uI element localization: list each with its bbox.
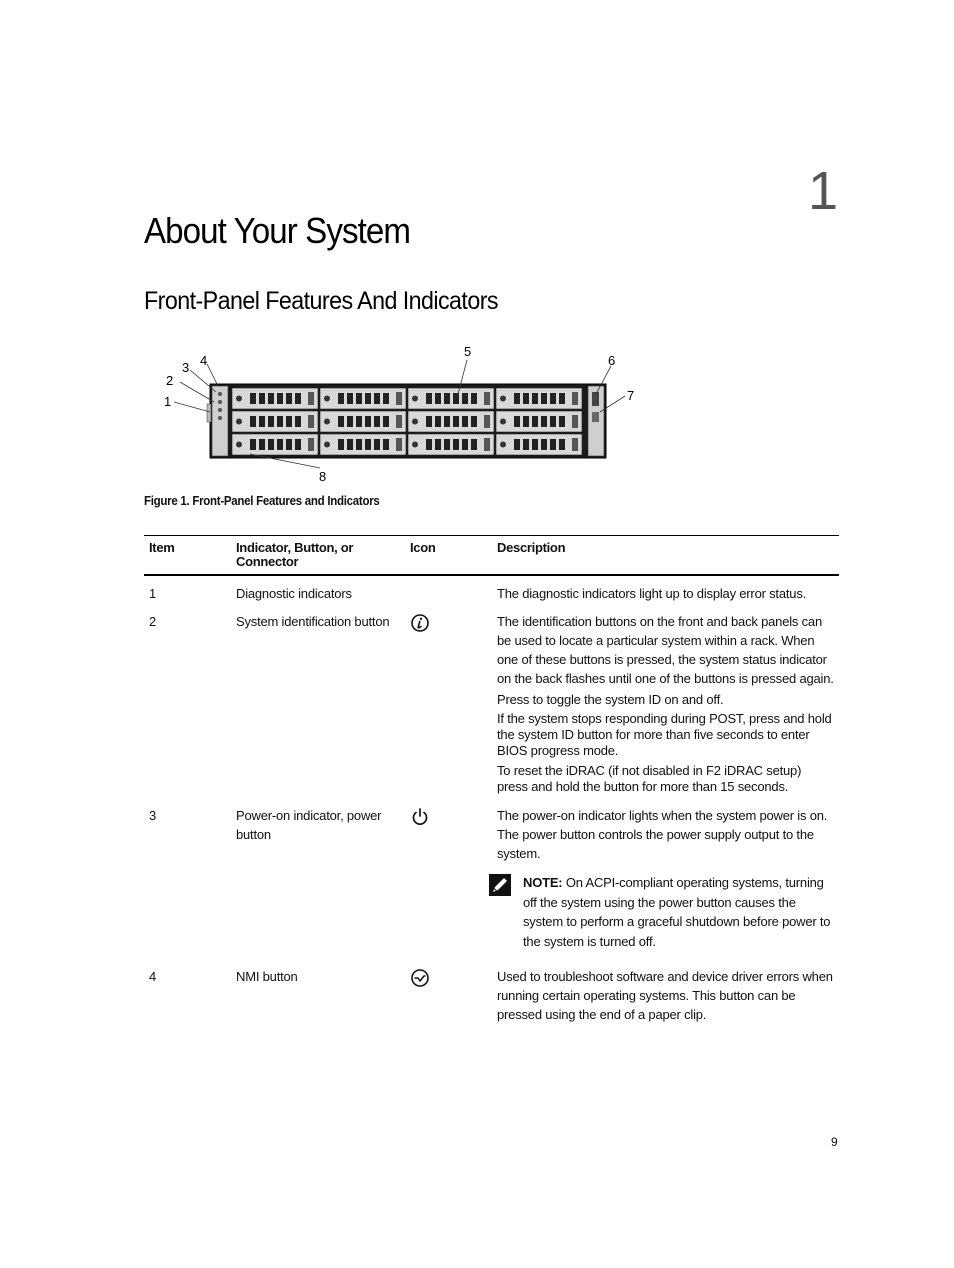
description-paragraph: The diagnostic indicators light up to display error status. bbox=[497, 586, 807, 601]
row-indicator: Diagnostic indicators bbox=[236, 586, 352, 601]
drive-bay-vent bbox=[523, 393, 529, 404]
drive-bay-vent bbox=[259, 416, 265, 427]
drive-bay-vent bbox=[435, 416, 441, 427]
note-pencil-icon bbox=[487, 873, 513, 897]
drive-bay-vent bbox=[356, 416, 362, 427]
drive-bay-vent bbox=[295, 439, 301, 450]
callout-4: 4 bbox=[200, 353, 208, 368]
drive-bay-vent bbox=[268, 439, 274, 450]
table-row bbox=[144, 605, 839, 799]
drive-bay-vent bbox=[471, 393, 477, 404]
drive-bay-vent bbox=[286, 439, 292, 450]
callout-7: 7 bbox=[627, 388, 635, 403]
drive-bay-vent bbox=[559, 416, 565, 427]
row-item: 2 bbox=[149, 614, 157, 629]
drive-bay-led bbox=[324, 442, 330, 448]
drive-bay bbox=[408, 411, 494, 432]
drive-bay-vent bbox=[426, 439, 432, 450]
drive-bay bbox=[408, 388, 494, 409]
row-description bbox=[492, 605, 839, 799]
drive-bay-vent bbox=[514, 439, 520, 450]
callout-5: 5 bbox=[464, 344, 472, 359]
drive-bay-latch bbox=[396, 415, 402, 428]
chapter-number: 1 bbox=[808, 161, 839, 221]
drive-bay-latch bbox=[308, 438, 314, 451]
drive-bay bbox=[496, 434, 582, 455]
table-header-row bbox=[144, 536, 839, 576]
row-indicator: System identification button bbox=[236, 614, 390, 629]
drive-bay-vent bbox=[338, 416, 344, 427]
header-icon: Icon bbox=[405, 536, 492, 576]
drive-bay-latch bbox=[484, 415, 490, 428]
drive-bay-vent bbox=[435, 439, 441, 450]
drive-bay-vent bbox=[471, 416, 477, 427]
row-icon bbox=[405, 575, 492, 605]
row-indicator: Power-on indicator, power button bbox=[236, 808, 382, 842]
header-indicator: Indicator, Button, or Connector bbox=[231, 536, 405, 576]
callout-2: 2 bbox=[166, 373, 174, 388]
drive-bay-vent bbox=[435, 393, 441, 404]
drive-bay bbox=[496, 388, 582, 409]
chapter-title: About Your System bbox=[144, 210, 411, 251]
drive-bay-led bbox=[236, 396, 242, 402]
drive-bay-vent bbox=[295, 393, 301, 404]
drive-bay-vent bbox=[347, 393, 353, 404]
drive-bay-vent bbox=[365, 393, 371, 404]
section-title: Front-Panel Features And Indicators bbox=[144, 287, 498, 315]
drive-bay-vent bbox=[532, 439, 538, 450]
drive-bay-vent bbox=[453, 439, 459, 450]
drive-bay-led bbox=[412, 419, 418, 425]
drive-bay-vent bbox=[259, 439, 265, 450]
drive-bay-vent bbox=[541, 439, 547, 450]
drive-bay-led bbox=[500, 396, 506, 402]
drive-bay-vent bbox=[550, 439, 556, 450]
drive-bay-vent bbox=[365, 439, 371, 450]
drive-bay-vent bbox=[295, 416, 301, 427]
drive-bay-vent bbox=[471, 439, 477, 450]
drive-bay-led bbox=[500, 442, 506, 448]
drive-bay-led bbox=[324, 419, 330, 425]
header-description: Description bbox=[492, 536, 839, 576]
drive-bay-vent bbox=[250, 439, 256, 450]
drive-bay-vent bbox=[444, 393, 450, 404]
drive-bay-vent bbox=[444, 416, 450, 427]
description-paragraph: The power-on indicator lights when the system power is on. The power button controls the power supply output to the system. bbox=[497, 808, 828, 861]
drive-bay bbox=[320, 388, 406, 409]
description-paragraph: The identification buttons on the front and back panels can be used to locate a particular system within a rack. When one of these buttons is pressed, the system status indicator on the back flashes until one of the buttons is pressed again. bbox=[497, 614, 834, 686]
drive-bay-latch bbox=[572, 438, 578, 451]
drive-bay-vent bbox=[383, 439, 389, 450]
drive-bay-vent bbox=[277, 439, 283, 450]
drive-bay-led bbox=[236, 442, 242, 448]
drive-bay-led bbox=[324, 396, 330, 402]
header-item: Item bbox=[144, 536, 231, 576]
drive-bay-vent bbox=[462, 416, 468, 427]
drive-bay-vent bbox=[374, 393, 380, 404]
drive-bay-vent bbox=[277, 416, 283, 427]
drive-bay-vent bbox=[250, 393, 256, 404]
row-item: 1 bbox=[149, 586, 157, 601]
drive-bay-led bbox=[412, 396, 418, 402]
drive-bay-vent bbox=[277, 393, 283, 404]
drive-bay bbox=[232, 388, 318, 409]
drive-bay-vent bbox=[541, 393, 547, 404]
callout-6: 6 bbox=[608, 353, 616, 368]
row-icon bbox=[405, 605, 492, 799]
drive-bay-vent bbox=[514, 393, 520, 404]
drive-bay-latch bbox=[572, 392, 578, 405]
drive-bay-latch bbox=[396, 438, 402, 451]
drive-bay bbox=[320, 411, 406, 432]
drive-bay-vent bbox=[550, 416, 556, 427]
drive-bay-vent bbox=[514, 416, 520, 427]
table-row bbox=[144, 951, 839, 1026]
note-text bbox=[523, 873, 834, 951]
drive-bay-vent bbox=[383, 416, 389, 427]
description-paragraph: Press to toggle the system ID on and off. bbox=[497, 692, 724, 707]
drive-bay-latch bbox=[308, 415, 314, 428]
row-item: 3 bbox=[149, 808, 157, 823]
callout-1: 1 bbox=[164, 394, 172, 409]
drive-bay-vent bbox=[426, 416, 432, 427]
server-front-panel-illustration bbox=[160, 340, 640, 490]
system-id-icon bbox=[410, 613, 430, 633]
drive-bay-latch bbox=[572, 415, 578, 428]
row-description bbox=[492, 799, 839, 951]
description-paragraph: To reset the iDRAC (if not disabled in F2 iDRAC setup) press and hold the button for more than 15 seconds. bbox=[497, 763, 802, 794]
drive-bay-vent bbox=[541, 416, 547, 427]
power-icon bbox=[410, 807, 430, 827]
drive-bay-latch bbox=[308, 392, 314, 405]
drive-bay-latch bbox=[484, 392, 490, 405]
drive-bay-vent bbox=[550, 393, 556, 404]
table-row bbox=[144, 799, 839, 951]
drive-bay-vent bbox=[453, 416, 459, 427]
figure-caption: Figure 1. Front-Panel Features and Indicators bbox=[144, 494, 380, 508]
features-table bbox=[144, 535, 839, 1026]
drive-bay-vent bbox=[462, 393, 468, 404]
callout-3: 3 bbox=[182, 360, 190, 375]
drive-bay-led bbox=[500, 419, 506, 425]
drive-bay-vent bbox=[365, 416, 371, 427]
drive-bay-vent bbox=[286, 393, 292, 404]
drive-bay-latch bbox=[396, 392, 402, 405]
row-indicator: NMI button bbox=[236, 969, 298, 984]
row-description bbox=[492, 951, 839, 1026]
drive-bay-vent bbox=[559, 393, 565, 404]
front-panel-figure bbox=[160, 340, 640, 490]
drive-bay bbox=[408, 434, 494, 455]
note-label: NOTE: bbox=[523, 875, 563, 890]
drive-bay-vent bbox=[532, 393, 538, 404]
row-description bbox=[492, 575, 839, 605]
nmi-icon bbox=[410, 968, 430, 988]
drive-bay-vent bbox=[462, 439, 468, 450]
drive-bay-vent bbox=[286, 416, 292, 427]
callout-8: 8 bbox=[319, 469, 327, 484]
drive-bay-vent bbox=[250, 416, 256, 427]
drive-bay-vent bbox=[374, 416, 380, 427]
drive-bay-latch bbox=[484, 438, 490, 451]
description-paragraph: Used to troubleshoot software and device driver errors when running certain operating systems. This button can be pressed using the end of a paper clip. bbox=[497, 969, 833, 1022]
description-paragraph: If the system stops responding during POST, press and hold the system ID button for more than five seconds to enter BIOS progress mode. bbox=[497, 711, 832, 758]
drive-bay-vent bbox=[444, 439, 450, 450]
note-box bbox=[487, 873, 834, 951]
drive-bay bbox=[496, 411, 582, 432]
row-icon bbox=[405, 799, 492, 951]
drive-bay-vent bbox=[347, 439, 353, 450]
drive-bay bbox=[320, 434, 406, 455]
drive-bay-vent bbox=[338, 393, 344, 404]
drive-bay-vent bbox=[338, 439, 344, 450]
drive-bay-vent bbox=[374, 439, 380, 450]
drive-bay-vent bbox=[356, 439, 362, 450]
row-item: 4 bbox=[149, 969, 157, 984]
drive-bay-vent bbox=[532, 416, 538, 427]
drive-bay-vent bbox=[523, 416, 529, 427]
drive-bay-led bbox=[412, 442, 418, 448]
row-icon bbox=[405, 951, 492, 1026]
drive-bay-vent bbox=[356, 393, 362, 404]
drive-bay-vent bbox=[347, 416, 353, 427]
drive-bay-vent bbox=[426, 393, 432, 404]
drive-bay bbox=[232, 411, 318, 432]
drive-bay-vent bbox=[523, 439, 529, 450]
drive-bay-vent bbox=[383, 393, 389, 404]
table-row bbox=[144, 575, 839, 605]
page-number: 9 bbox=[831, 1135, 838, 1149]
drive-bay-led bbox=[236, 419, 242, 425]
note-body: On ACPI-compliant operating systems, turning off the system using the power button causes the system to perform a graceful shutdown before power to the system is turned off. bbox=[523, 875, 831, 949]
drive-bay-vent bbox=[268, 393, 274, 404]
drive-bay bbox=[232, 434, 318, 455]
drive-bay-vent bbox=[259, 393, 265, 404]
drive-bay-vent bbox=[559, 439, 565, 450]
drive-bay-vent bbox=[268, 416, 274, 427]
